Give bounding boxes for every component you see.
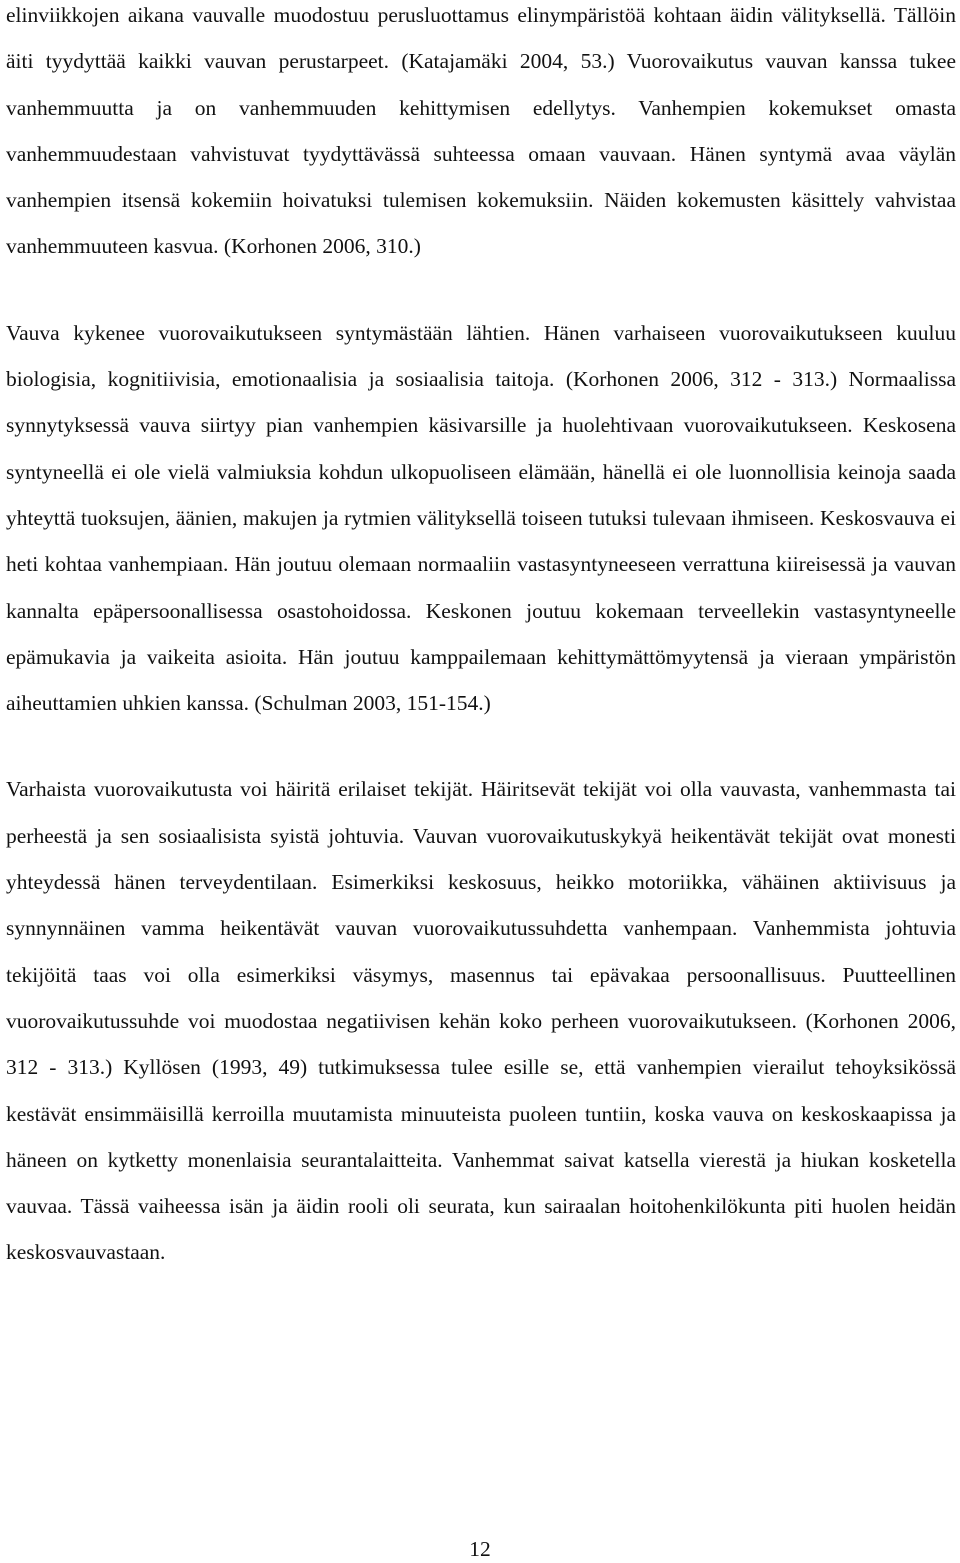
paragraph-1: elinviikkojen aikana vauvalle muodostuu perusluottamus elinympäristöä kohtaan äidin välityksellä. Tällöin äiti tyydyttää kaikki vauvan perustarpeet. (Katajamäki 2004, 53.) Vuorovaikutus vauvan kanssa tukee vanhemmuutta ja on vanhemmuuden kehittymisen edellytys. Vanhempien kokemukset omasta vanhemmuudestaan vahvistuvat tyydyttävässä suhteessa omaan vauvaan. Hänen syntymä avaa väylän vanhempien itsensä kokemiin hoivatuksi tulemisen kokemuksiin. Näiden kokemusten käsittely vahvistaa vanhemmuuteen kasvua. (Korhonen 2006, 310.) xyxy=(6,3,956,259)
paragraph-3: Varhaista vuorovaikutusta voi häiritä erilaiset tekijät. Häiritsevät tekijät voi olla vauvasta, vanhemmasta tai perheestä ja sen sosiaalisista syistä johtuvia. Vauvan vuorovaikutuskykyä heikentävät tekijät ovat monesti yhteydessä hänen terveydentilaan. Esimerkiksi keskosuus, heikko motoriikka, vähäinen aktiivisuus ja synnynnäinen vamma heikentävät vauvan vuorovaikutussuhdetta vanhempaan. Vanhemmista johtuvia tekijöitä taas voi olla esimerkiksi väsymys, masennus tai epävakaa persoonallisuus. Puutteellinen vuorovaikutussuhde voi muodostaa negatiivisen kehän koko perheen vuorovaikutukseen. (Korhonen 2006, 312 - 313.) Kyllösen (1993, 49) tutkimuksessa tulee esille se, että vanhempien vierailut tehoyksikössä kestävät ensimmäisillä kerroilla muutamista minuuteista puoleen tuntiin, koska vauva on keskoskaapissa ja häneen on kytketty monenlaisia seurantalaitteita. Vanhemmat saivat katsella vierestä ja hiukan kosketella vauvaa. Tässä vaiheessa isän ja äidin rooli oli seurata, kun sairaalan hoitohenkilökunta piti huolen heidän keskosvauvastaan. xyxy=(6,777,956,1265)
paragraph-2: Vauva kykenee vuorovaikutukseen syntymästään lähtien. Hänen varhaiseen vuorovaikutukseen kuuluu biologisia, kognitiivisia, emotionaalisia ja sosiaalisia taitoja. (Korhonen 2006, 312 - 313.) Normaalissa synnytyksessä vauva siirtyy pian vanhempien käsivarsille ja huolehtivaan vuorovaikutukseen. Keskosena syntyneellä ei ole vielä valmiuksia kohdun ulkopuoliseen elämään, hänellä ei ole luonnollisia keinoja saada yhteyttä tuoksujen, äänien, makujen ja rytmien välityksellä toiseen tutuksi tulevaan ihmiseen. Keskosvauva ei heti kohtaa vanhempiaan. Hän joutuu olemaan normaaliin vastasyntyneeseen verrattuna kiireisessä ja vauvan kannalta epäpersoonallisessa osastohoidossa. Keskonen joutuu kokemaan terveellekin vastasyntyneelle epämukavia ja vaikeita asioita. Hän joutuu kamppailemaan kehittymättömyytensä ja vieraan ympäristön aiheuttamien uhkien kanssa. (Schulman 2003, 151-154.) xyxy=(6,320,956,716)
document-page xyxy=(6,0,956,1276)
page-number: 12 xyxy=(469,1537,491,1561)
